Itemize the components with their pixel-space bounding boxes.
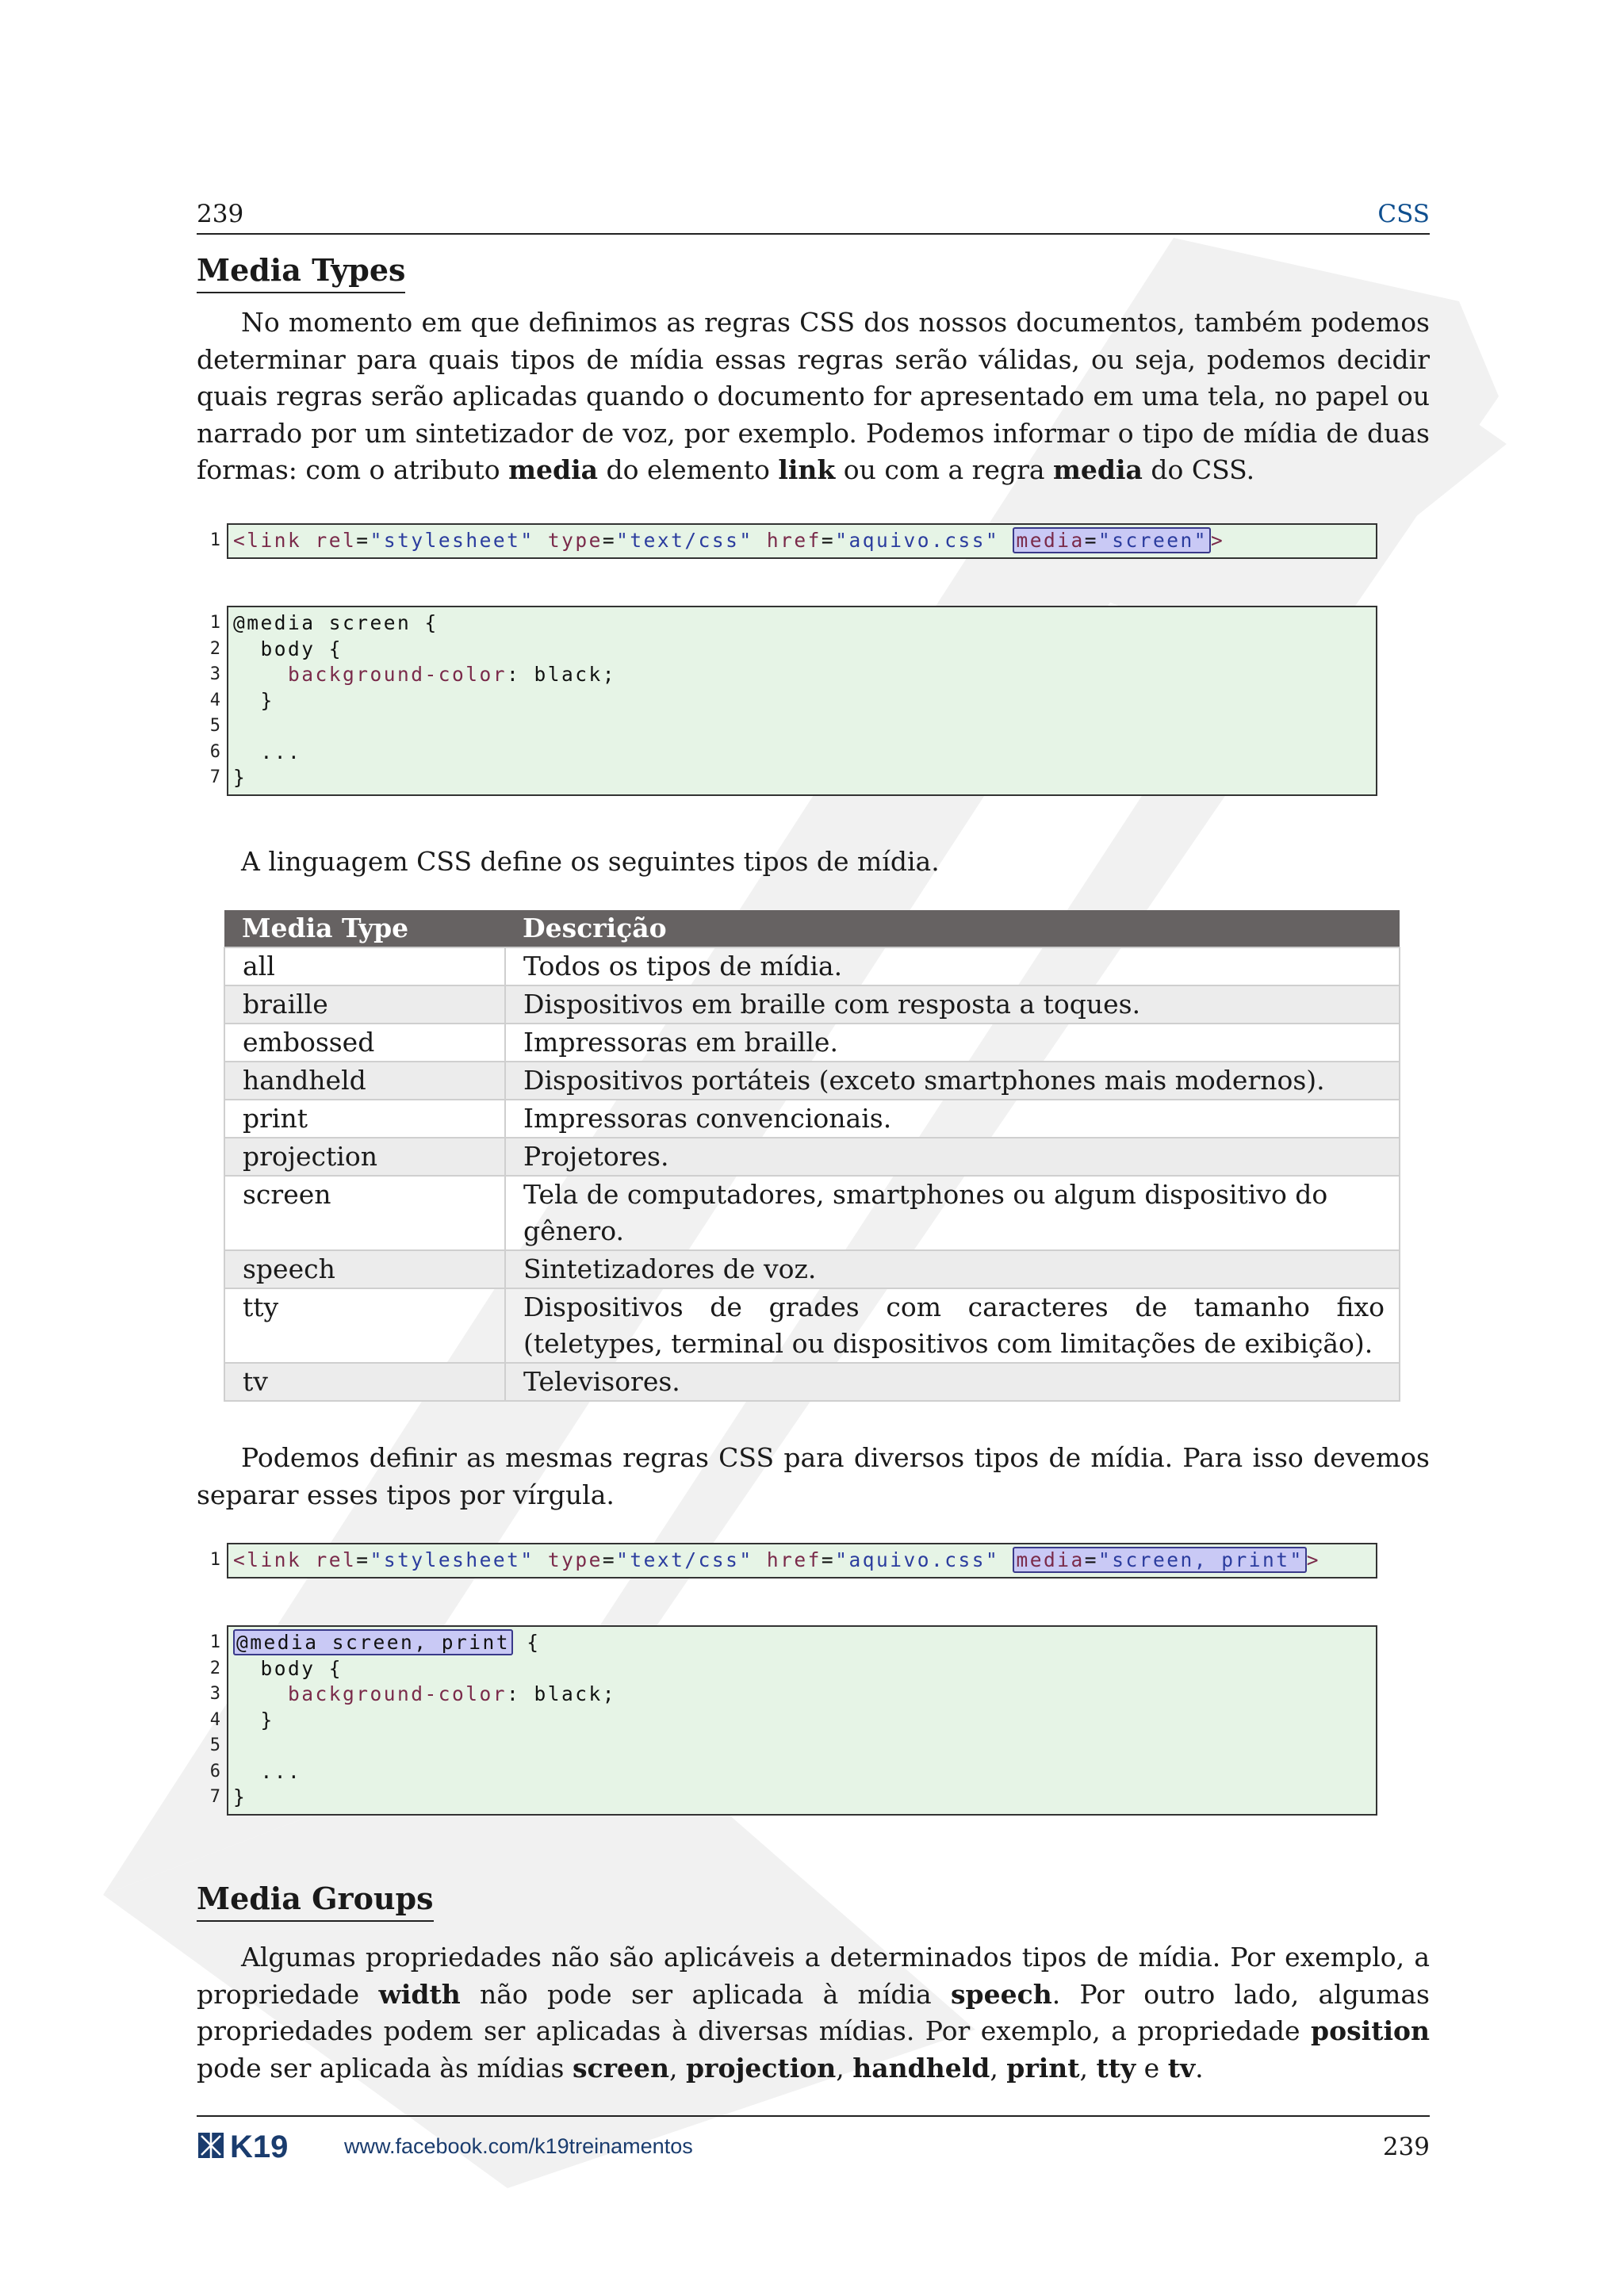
bold-term: width <box>378 1978 461 2010</box>
media-rule-highlight: @media screen, print <box>233 1629 513 1655</box>
bold-term: media <box>1053 454 1143 485</box>
footer-page-number: 239 <box>1382 2133 1430 2161</box>
code-box <box>209 523 1377 559</box>
header-chapter-title: CSS <box>1377 200 1430 228</box>
code-line: 6 ... <box>209 1759 302 1783</box>
line-number: 1 <box>209 530 220 550</box>
code-line: 4 } <box>209 688 274 712</box>
column-header-media-type: Media Type <box>224 910 505 947</box>
media-groups-text: Algumas propriedades não são aplicáveis a determinados tipos de mídia. Por exemplo, a propriedade width não pode ser aplicada à mídia speech. Por outro lado, algumas propriedades podem ser aplicadas à diversas mídias. Por exemplo, a propriedade position pode ser aplicada às mídias screen, projection, handheld, print, tty e tv. <box>197 1942 1430 2084</box>
code-line: 2 body { <box>209 1656 343 1680</box>
code-box <box>209 606 1377 796</box>
bold-term: tty <box>1096 2052 1136 2084</box>
k19-logo <box>197 2128 320 2163</box>
table-intro-paragraph: A linguagem CSS define os seguintes tipos de mídia. <box>241 846 940 877</box>
media-attr-highlight: media="screen" <box>1013 527 1211 553</box>
bold-term: projection <box>685 2052 837 2084</box>
bold-term: handheld <box>852 2052 990 2084</box>
table-row: all Todos os tipos de mídia. <box>224 947 1400 985</box>
code-line: 2 body { <box>209 637 343 660</box>
bold-term: speech <box>950 1978 1052 2010</box>
header-page-number: 239 <box>197 200 244 228</box>
table-row: speech Sintetizadores de voz. <box>224 1250 1400 1288</box>
code-line: 6 ... <box>209 740 302 763</box>
section-title-media-types: Media Types <box>197 251 405 293</box>
table-header-row <box>224 910 1400 947</box>
code-box <box>209 1625 1377 1816</box>
code-line: 3 background-color: black; <box>209 663 617 686</box>
table-row: projection Projetores. <box>224 1138 1400 1176</box>
table-row: tty Dispositivos de grades com caracteres de tamanho fixo (teletypes, terminal ou dispositivos com limitações de exibição). <box>224 1288 1400 1363</box>
bold-term: screen <box>572 2052 669 2084</box>
bold-term: link <box>778 454 836 485</box>
code-line: 4 } <box>209 1708 274 1732</box>
svg-text:K19: K19 <box>230 2130 289 2163</box>
table-row: print Impressoras convencionais. <box>224 1100 1400 1138</box>
bold-term: print <box>1006 2052 1080 2084</box>
media-attr-highlight: media="screen, print" <box>1013 1547 1306 1573</box>
column-header-description: Descrição <box>505 910 1400 947</box>
intro-paragraph <box>197 304 1430 489</box>
table-row: screen Tela de computadores, smartphones ou algum dispositivo do gênero. <box>224 1176 1400 1250</box>
page-header <box>197 198 1430 235</box>
bold-term: tv <box>1167 2052 1196 2084</box>
code-block-media-rule <box>209 606 1377 796</box>
section-title-media-groups: Media Groups <box>197 1879 434 1922</box>
code-line: 5 <box>209 716 220 736</box>
code-line: 1 <link rel="stylesheet" type="text/css" href="aquivo.css" media="screen" > <box>233 528 1371 554</box>
bold-term: media <box>508 454 599 485</box>
table-row: tv Televisores. <box>224 1363 1400 1401</box>
table-row: braille Dispositivos em braille com resposta a toques. <box>224 985 1400 1024</box>
code-line: 1 @media screen { <box>209 611 439 634</box>
table-row: handheld Dispositivos portáteis (exceto smartphones mais modernos). <box>224 1062 1400 1100</box>
footer-url-link[interactable]: www.facebook.com/k19treinamentos <box>344 2134 693 2158</box>
page-footer <box>197 2115 1430 2163</box>
table-row: embossed Impressoras em braille. <box>224 1024 1400 1062</box>
code-block-media-rule-multi <box>209 1625 1377 1816</box>
code-line: 1 @media screen, print { <box>209 1631 541 1654</box>
code-line: 7 } <box>209 1785 247 1808</box>
code-line: 3 background-color: black; <box>209 1682 617 1705</box>
code-line: 7 } <box>209 766 247 789</box>
code-block-link-multi <box>209 1543 1377 1578</box>
media-types-table <box>224 910 1400 1402</box>
code-block-link <box>209 523 1377 559</box>
code-line: 5 <box>209 1735 220 1755</box>
multi-media-paragraph: Podemos definir as mesmas regras CSS para diversos tipos de mídia. Para isso devemos separar esses tipos por vírgula. <box>197 1442 1430 1510</box>
code-box <box>209 1543 1377 1578</box>
code-line: 1 <link rel="stylesheet" type="text/css" href="aquivo.css" media="screen, print" > <box>209 1548 1321 1571</box>
media-groups-paragraph <box>197 1939 1430 2087</box>
bold-term: position <box>1311 2015 1430 2046</box>
intro-text: No momento em que definimos as regras CSS dos nossos documentos, também podemos determinar para quais tipos de mídia essas regras serão válidas, ou seja, podemos decidir quais regras serão aplicadas quando o documento for apresentado em uma tela, no papel ou narrado por um sintetizador de voz, por exemplo. Podemos informar o tipo de mídia de duas formas: com o atributo media do elemento link ou com a regra media do CSS. <box>197 307 1430 485</box>
